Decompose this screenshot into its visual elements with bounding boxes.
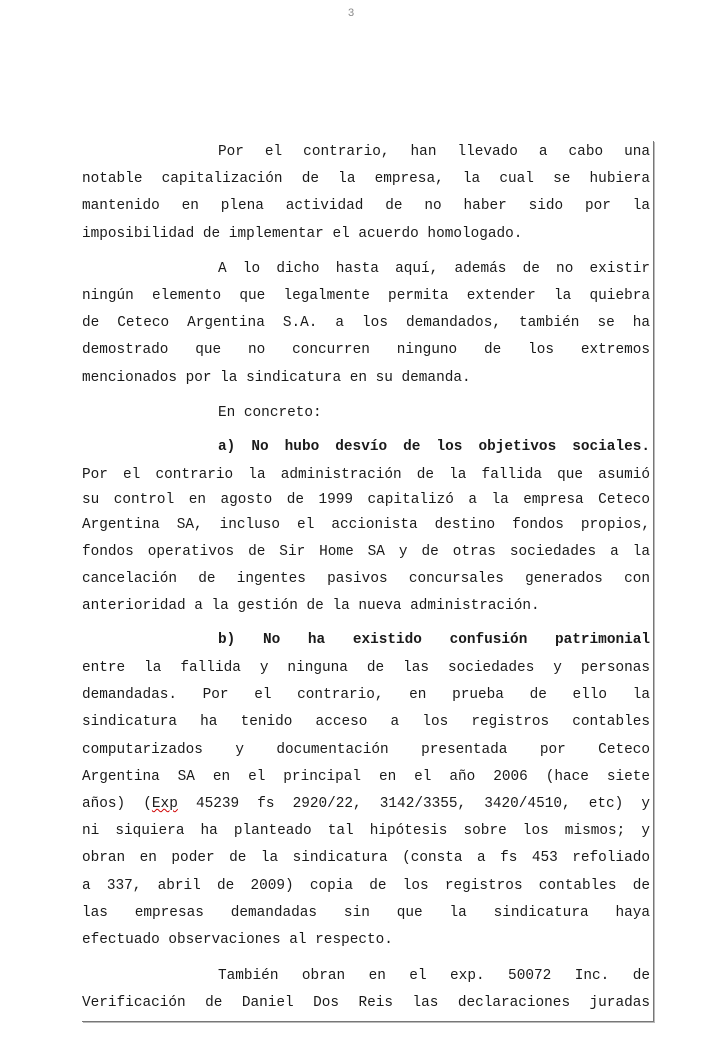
text-line: cancelación de ingentes pasivos concursales generados con <box>82 571 650 587</box>
text-line: efectuado observaciones al respecto. <box>82 932 393 948</box>
text-line: ningún elemento que legalmente permita extender la quiebra <box>82 288 650 304</box>
text-line: anterioridad a la gestión de la nueva administración. <box>82 598 540 614</box>
text-line: Por el contrario, han llevado a cabo una <box>218 144 650 160</box>
text-line: En concreto: <box>218 405 322 421</box>
spellcheck-flagged-word: Exp <box>151 796 178 812</box>
section-heading-a: a) No hubo desvío de los objetivos sociales. <box>218 439 650 455</box>
text-line: A lo dicho hasta aquí, además de no existir <box>218 261 650 277</box>
text-line: mantenido en plena actividad de no haber sido por la <box>82 198 650 214</box>
text-line: También obran en el exp. 50072 Inc. de <box>218 968 650 984</box>
text-line: entre la fallida y ninguna de las sociedades y personas <box>82 660 650 676</box>
text-line: imposibilidad de implementar el acuerdo homologado. <box>82 226 523 242</box>
text-line: obran en poder de la sindicatura (consta a fs 453 refoliado <box>82 850 650 866</box>
text-line: a 337, abril de 2009) copia de los registros contables de <box>82 878 650 894</box>
text-line: computarizados y documentación presentada por Ceteco <box>82 742 650 758</box>
text-segment: años) ( <box>82 796 152 812</box>
text-line: las empresas demandadas sin que la sindicatura haya <box>82 905 650 921</box>
section-heading-b: b) No ha existido confusión patrimonial <box>218 632 650 648</box>
text-line: mencionados por la sindicatura en su demanda. <box>82 370 471 386</box>
text-line: Por el contrario la administración de la fallida que asumió <box>82 467 650 483</box>
text-segment: 45239 fs 2920/22, 3142/3355, 3420/4510, etc) y <box>177 796 650 812</box>
text-line: demandadas. Por el contrario, en prueba de ello la <box>82 687 650 703</box>
text-line: Argentina SA, incluso el accionista destino fondos propios, <box>82 517 650 533</box>
text-line: de Ceteco Argentina S.A. a los demandados, también se ha <box>82 315 650 331</box>
text-line: fondos operativos de Sir Home SA y de otras sociedades a la <box>82 544 650 560</box>
text-line: notable capitalización de la empresa, la cual se hubiera <box>82 171 650 187</box>
text-line: Argentina SA en el principal en el año 2006 (hace siete <box>82 769 650 785</box>
page-number: 3 <box>347 8 355 20</box>
text-line: Verificación de Daniel Dos Reis las declaraciones juradas <box>82 995 650 1011</box>
text-line: demostrado que no concurren ninguno de los extremos <box>82 342 650 358</box>
text-line <box>82 794 650 814</box>
text-line: sindicatura ha tenido acceso a los registros contables <box>82 714 650 730</box>
text-line: su control en agosto de 1999 capitalizó a la empresa Ceteco <box>82 492 650 508</box>
text-line: ni siquiera ha planteado tal hipótesis sobre los mismos; y <box>82 823 650 839</box>
